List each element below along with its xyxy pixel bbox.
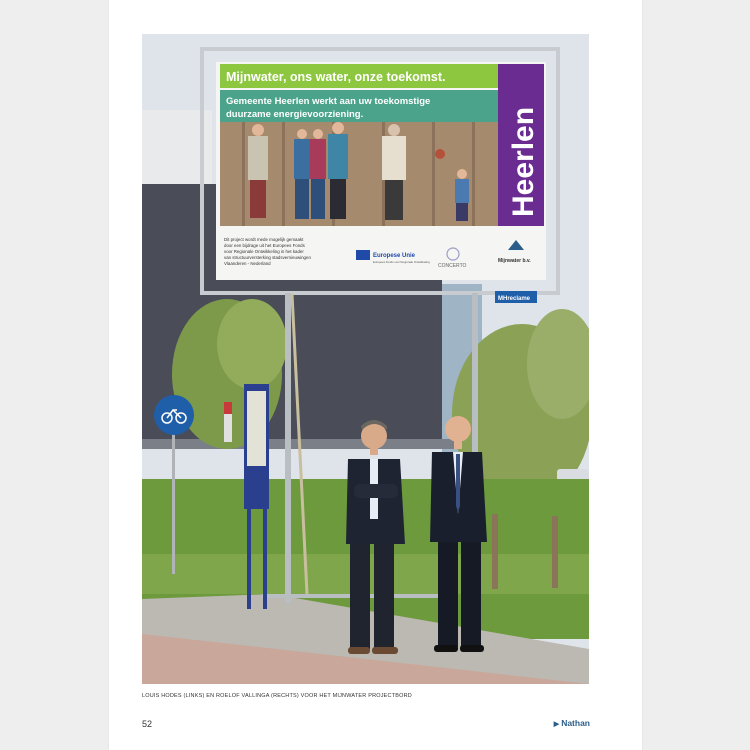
mijnwater-label: Mijnwater b.v. [498,258,531,264]
bicycle-sign-icon [154,395,194,435]
concerto-label: CONCERTO [438,263,467,269]
fence-post [552,516,558,588]
brand-mark [554,718,590,728]
fence-post [492,514,498,589]
info-panel-map [247,391,266,466]
red-white-post-top [224,402,232,414]
triangle-right-icon: ▶ [553,721,560,728]
page-number: 52 [142,719,153,729]
photo-caption: LOUIS HODES (LINKS) EN ROELOF VALLINGA (RECHTS) VOOR HET MIJNWATER PROJECTBORD [142,693,412,699]
billboard-subline-1: Gemeente Heerlen werkt aan uw toekomstige [226,96,431,107]
photo [142,34,589,684]
photo-scene [142,34,589,684]
tree-left-top [217,299,287,389]
funding-line-4: van structuurversterking stadsvernieuwingen [224,255,311,260]
funding-line-3: voor Regionale Ontwikkeling in het kader [224,249,304,254]
eu-label: Europese Unie [373,253,416,259]
info-panel-leg [247,509,251,609]
bike-sign-pole [172,434,175,574]
eu-flag-icon [356,250,370,260]
billboard-pole [472,293,478,453]
funding-line-2: door een bijdrage uit het Europees Fonds [224,243,305,248]
brand-label: Nathan [561,718,590,728]
funding-line-1: Dit project wordt mede mogelijk gemaakt [224,237,304,242]
billboard-city: Heerlen [507,106,540,217]
info-panel-leg [263,509,267,609]
sponsor-tag-label: MHreclame [498,296,531,302]
billboard-subline-2: duurzame energievoorziening. [226,109,364,120]
billboard-pole [285,293,291,603]
building-base [142,439,482,449]
billboard-headline: Mijnwater, ons water, onze toekomst. [226,70,446,84]
eu-sub: Europees Fonds voor Regionale Ontwikkeling [373,260,430,264]
funding-line-5: Vlaanderen - Nederland [224,261,271,266]
magazine-page [109,0,642,750]
